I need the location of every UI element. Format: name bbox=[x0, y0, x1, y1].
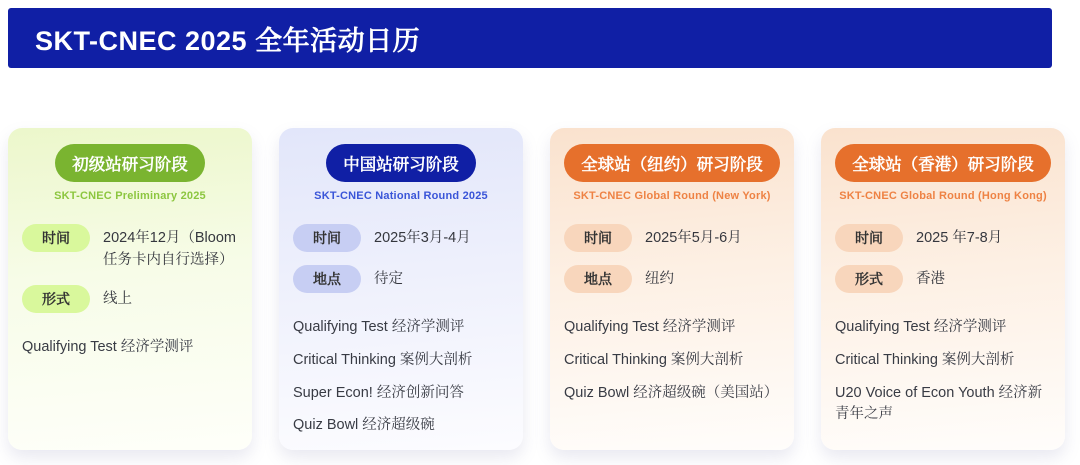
stage-cards-row bbox=[8, 128, 1065, 450]
activity-item: Super Econ! 经济创新问答 bbox=[293, 384, 464, 401]
page-title: SKT-CNEC 2025 全年活动日历 bbox=[35, 25, 421, 56]
activity-item: Qualifying Test 经济学测评 bbox=[564, 319, 736, 335]
activity-item: Critical Thinking 案例大剖析 bbox=[564, 351, 744, 368]
stage-subtitle: SKT-CNEC National Round 2025 bbox=[314, 190, 488, 202]
info-row bbox=[564, 265, 780, 293]
activity-list bbox=[293, 317, 509, 437]
card-preliminary bbox=[8, 128, 252, 450]
card-global-new-york bbox=[550, 128, 794, 450]
info-row bbox=[293, 265, 509, 293]
info-row bbox=[835, 265, 1051, 293]
info-value: 2025年3月-4月 bbox=[374, 230, 471, 246]
info-label-pill: 时间 bbox=[293, 224, 361, 252]
info-label-pill: 时间 bbox=[564, 224, 632, 252]
info-value: 线上 bbox=[103, 290, 132, 307]
info-label-pill: 地点 bbox=[293, 265, 361, 293]
activity-item: Qualifying Test 经济学测评 bbox=[293, 319, 465, 335]
card-global-hong-kong bbox=[821, 128, 1065, 450]
info-section bbox=[22, 224, 238, 313]
info-value: 纽约 bbox=[645, 271, 674, 287]
info-value: 2025 年7-8月 bbox=[916, 230, 1003, 246]
stage-badge: 初级站研习阶段 bbox=[55, 144, 205, 182]
info-value: 香港 bbox=[916, 271, 945, 287]
stage-badge: 全球站（香港）研习阶段 bbox=[835, 144, 1051, 182]
activity-item: Quiz Bowl 经济超级碗 bbox=[293, 417, 435, 434]
activity-item: Qualifying Test 经济学测评 bbox=[835, 319, 1007, 335]
activity-list bbox=[835, 317, 1051, 426]
activity-item: Qualifying Test 经济学测评 bbox=[22, 338, 194, 355]
card-national-round bbox=[279, 128, 523, 450]
info-label-pill: 时间 bbox=[835, 224, 903, 252]
activity-item: U20 Voice of Econ Youth 经济新青年之声 bbox=[835, 384, 1043, 423]
stage-badge: 中国站研习阶段 bbox=[326, 144, 476, 182]
stage-subtitle: SKT-CNEC Preliminary 2025 bbox=[54, 190, 206, 202]
activity-list bbox=[22, 337, 238, 359]
stage-subtitle: SKT-CNEC Global Round (New York) bbox=[573, 190, 771, 202]
info-value: 2025年5月-6月 bbox=[645, 230, 742, 246]
info-row bbox=[835, 224, 1051, 252]
activity-item: Quiz Bowl 经济超级碗（美国站） bbox=[564, 384, 779, 401]
activity-item: Critical Thinking 案例大剖析 bbox=[293, 351, 473, 368]
activity-list bbox=[564, 317, 780, 404]
page-header bbox=[8, 8, 1052, 68]
info-section bbox=[564, 224, 780, 293]
info-section bbox=[293, 224, 509, 293]
info-label-pill: 形式 bbox=[835, 265, 903, 293]
stage-subtitle: SKT-CNEC Global Round (Hong Kong) bbox=[839, 190, 1047, 202]
info-row bbox=[564, 224, 780, 252]
info-label-pill: 形式 bbox=[22, 285, 90, 313]
stage-badge: 全球站（纽约）研习阶段 bbox=[564, 144, 780, 182]
info-label-pill: 地点 bbox=[564, 265, 632, 293]
info-row bbox=[22, 285, 238, 313]
info-value: 2024年12月（Bloom 任务卡内自行选择） bbox=[103, 230, 236, 268]
info-row bbox=[293, 224, 509, 252]
info-value: 待定 bbox=[374, 271, 403, 287]
info-section bbox=[835, 224, 1051, 293]
activity-item: Critical Thinking 案例大剖析 bbox=[835, 351, 1015, 368]
info-label-pill: 时间 bbox=[22, 224, 90, 252]
info-row bbox=[22, 224, 238, 272]
